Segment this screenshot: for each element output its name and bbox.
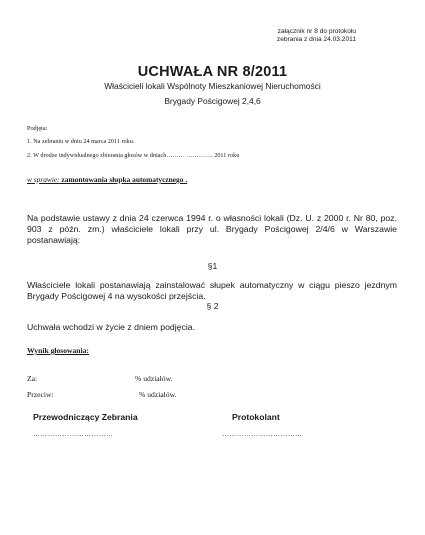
vote-against-value: % udziałów. xyxy=(139,390,177,399)
subject-prefix: w sprawie: xyxy=(27,175,60,184)
recorder-signature-line: …………………………… xyxy=(222,431,303,438)
vote-for-value: % udziałów. xyxy=(135,374,173,383)
section-2-text: Uchwała wchodzi w życie z dniem podjęcia. xyxy=(27,322,196,332)
attachment-note-line2: zebrania z dnia 24.03.2011 xyxy=(276,36,356,43)
adoption-item-individual: 2. W drodze indywidualnego zbierania głosów w dniach……… …………. 2011 roku xyxy=(27,152,240,159)
section-1-mark: §1 xyxy=(207,261,218,271)
document-subtitle-line2: Brygady Pościgowej 2,4,6 xyxy=(164,96,261,106)
vote-heading: Wynik głosowania: xyxy=(27,346,89,355)
section-2-mark: § 2 xyxy=(206,301,219,311)
vote-for-label: Za: xyxy=(27,374,38,383)
adoption-label: Podjęta: xyxy=(27,125,48,132)
vote-against-label: Przeciw: xyxy=(27,390,54,399)
subject-text: zamontowania słupka automatycznego . xyxy=(59,175,188,184)
adoption-item-meeting: 1. Na zebraniu w dniu 24 marca 2011 roku. xyxy=(27,138,135,145)
subject-line xyxy=(27,175,187,184)
document-subtitle-line1: Właścicieli lokali Wspólnoty Mieszkaniowej Nieruchomości xyxy=(104,81,321,91)
chair-signature-line: …………………………… xyxy=(33,431,114,438)
document-title: UCHWAŁA NR 8/2011 xyxy=(137,64,288,80)
chair-title: Przewodniczący Zebrania xyxy=(33,412,138,422)
recorder-title: Protokolant xyxy=(232,412,280,422)
attachment-note-line1: załącznik nr 8 do protokołu xyxy=(277,28,356,35)
section-1-text: Właściciele lokali postanawiają zainstalować słupek automatyczny w ciągu pieszo jezdnym Brygady Pościgowej 4 na wysokości przejścia. xyxy=(27,280,397,301)
preamble-paragraph: Na podstawie ustawy z dnia 24 czerwca 1994 r. o własności lokali (Dz. U. z 2000 r. Nr 80, poz. 903 z późn. zm.) właściciele lokali przy ul. Brygady Pościgowej 2/4/6 w Warszawie postanawiają: xyxy=(27,213,397,245)
